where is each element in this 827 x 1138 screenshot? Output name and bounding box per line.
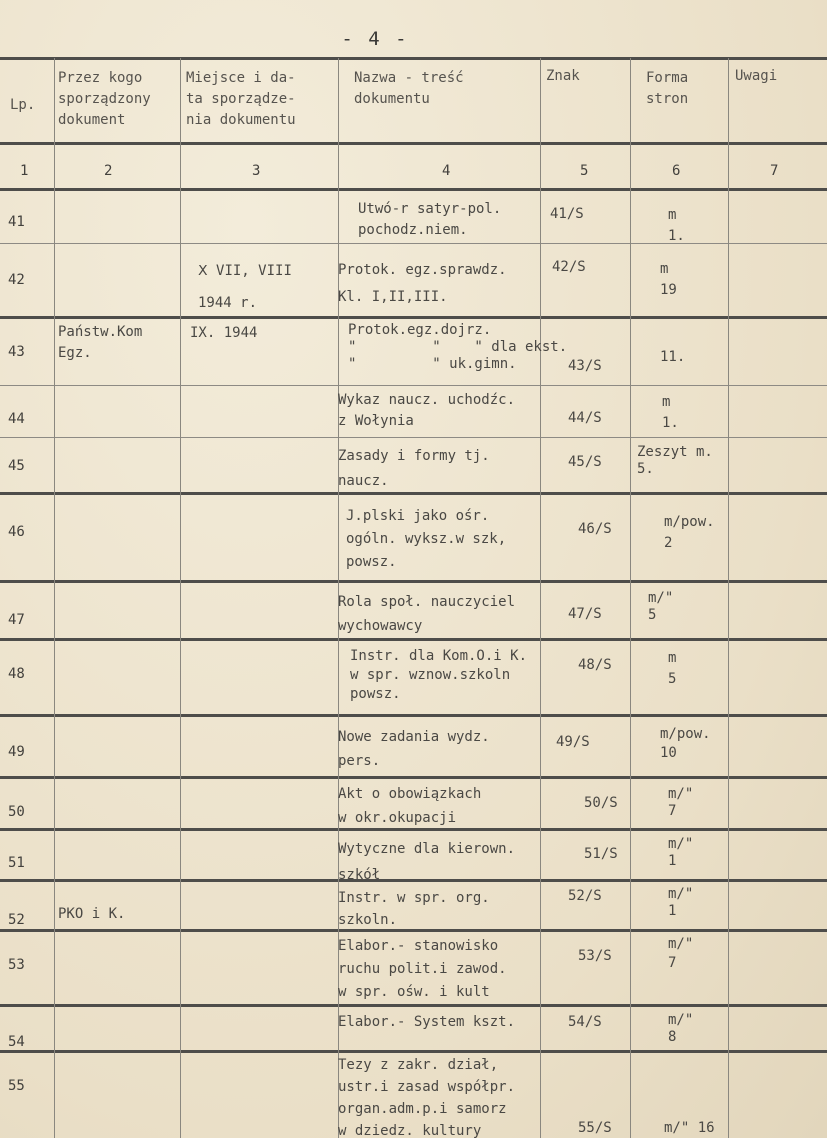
row-rule <box>0 580 827 583</box>
row-lp: 52 <box>8 912 25 928</box>
row-lp: 47 <box>8 612 25 628</box>
row-lp: 43 <box>8 344 25 360</box>
header-place-date: Miejsce i da- ta sporządze- nia dokumentu <box>186 70 296 128</box>
row-rule <box>0 638 827 641</box>
row-lp: 51 <box>8 855 25 871</box>
row-lp: 45 <box>8 458 25 474</box>
row-lp: 54 <box>8 1034 25 1050</box>
row-title: Protok. egz.sprawdz. Kl. I,II,III. <box>338 262 507 305</box>
row-author: PKO i K. <box>58 906 126 922</box>
row-lp: 41 <box>8 214 25 230</box>
row-place-date: Ⅹ VII, VIII 1944 r. <box>198 263 292 311</box>
row-form: m/" 16 <box>664 1120 715 1136</box>
row-lp: 53 <box>8 957 25 973</box>
row-title: Instr. w spr. org. szkoln. <box>338 890 490 928</box>
page-number: - 4 - <box>341 28 409 50</box>
row-title: Rola społ. nauczyciel wychowawcy <box>338 594 516 634</box>
row-sign: 45/S <box>568 454 602 470</box>
header-author: Przez kogo sporządzony dokument <box>58 70 151 128</box>
row-title: Akt o obowiązkach w okr.okupacji <box>338 786 482 826</box>
column-number: 7 <box>770 163 779 179</box>
row-sign: 53/S <box>578 948 612 964</box>
row-rule <box>0 243 827 244</box>
column-number: 2 <box>104 163 113 179</box>
row-form: m 5 <box>668 650 677 687</box>
row-sign: 47/S <box>568 606 602 622</box>
row-form: Zeszyt m. 5. <box>637 444 713 477</box>
row-rule <box>0 1004 827 1007</box>
row-title: Utwó-r satyr-pol. pochodz.niem. <box>358 201 502 238</box>
row-lp: 44 <box>8 411 25 427</box>
row-rule <box>0 1050 827 1053</box>
row-place-date: IX. 1944 <box>190 325 258 341</box>
header-form: Forma stron <box>646 70 689 107</box>
row-sign: 44/S <box>568 410 602 426</box>
row-title: Wytyczne dla kierown. szkół <box>338 841 516 883</box>
row-title: Elabor.- stanowisko ruchu polit.i zawod. w spr. ośw. i kult <box>338 938 507 1000</box>
row-lp: 50 <box>8 804 25 820</box>
column-divider <box>728 58 729 1138</box>
row-author: Państw.Kom Egz. <box>58 324 143 361</box>
row-title: Instr. dla Kom.O.i K. w spr. wznow.szkoln powsz. <box>350 648 528 702</box>
row-title: Wykaz naucz. uchodźc. z Wołynia <box>338 392 516 429</box>
row-sign: 42/S <box>552 259 586 275</box>
row-rule <box>0 714 827 717</box>
row-form: m/pow. 10 <box>660 726 711 761</box>
row-sign: 43/S <box>568 358 602 374</box>
header-bottom-rule <box>0 142 827 145</box>
row-form: m/" 7 <box>668 936 694 971</box>
row-title: J.plski jako ośr. ogóln. wyksz.w szk, powsz. <box>346 508 507 570</box>
row-form: m/" 1 <box>668 836 694 869</box>
row-form: m/" 8 <box>668 1012 694 1045</box>
row-sign: 52/S <box>568 888 602 904</box>
row-title: Tezy z zakr. dział, ustr.i zasad współpr. organ.adm.p.i samorz w dziedz. kultury <box>338 1057 516 1138</box>
header-lp: Lp. <box>10 97 36 113</box>
row-rule <box>0 188 827 191</box>
row-lp: 42 <box>8 272 25 288</box>
row-form: m 1. <box>662 394 679 431</box>
row-title: Nowe zadania wydz. pers. <box>338 729 490 769</box>
column-divider <box>180 58 181 1138</box>
row-sign: 49/S <box>556 734 590 750</box>
row-sign: 55/S <box>578 1120 612 1136</box>
row-title: Elabor.- System kszt. <box>338 1014 516 1030</box>
row-form: m/" 7 <box>668 786 694 819</box>
row-sign: 48/S <box>578 657 612 673</box>
column-number: 4 <box>442 163 451 179</box>
row-rule <box>0 316 827 319</box>
row-sign: 41/S <box>550 206 584 222</box>
column-divider <box>540 58 541 1138</box>
column-divider <box>54 58 55 1138</box>
row-title: Protok.egz.dojrz. " " " dla ekst. " " uk.gimn. <box>348 322 568 372</box>
column-number: 5 <box>580 163 589 179</box>
header-sign: Znak <box>546 68 580 84</box>
row-form: m/" 1 <box>668 886 694 919</box>
row-lp: 46 <box>8 524 25 540</box>
row-form: 11. <box>660 349 686 365</box>
row-rule <box>0 776 827 779</box>
column-divider <box>630 58 631 1138</box>
header-notes: Uwagi <box>735 68 778 84</box>
header-title: Nazwa - treść dokumentu <box>354 70 464 107</box>
row-sign: 50/S <box>584 795 618 811</box>
row-lp: 55 <box>8 1078 25 1094</box>
row-form: m/" 5 <box>648 590 674 623</box>
row-form: m 1. <box>668 207 685 244</box>
row-rule <box>0 437 827 438</box>
row-lp: 49 <box>8 744 25 760</box>
row-title: Zasady i formy tj. naucz. <box>338 448 490 489</box>
row-lp: 48 <box>8 666 25 682</box>
column-number: 6 <box>672 163 681 179</box>
row-form: m 19 <box>660 261 677 298</box>
row-sign: 54/S <box>568 1014 602 1030</box>
row-sign: 51/S <box>584 846 618 862</box>
column-number: 1 <box>20 163 29 179</box>
table-top-rule <box>0 57 827 60</box>
row-form: m/pow. 2 <box>664 514 715 551</box>
row-sign: 46/S <box>578 521 612 537</box>
row-rule <box>0 385 827 386</box>
column-number: 3 <box>252 163 261 179</box>
